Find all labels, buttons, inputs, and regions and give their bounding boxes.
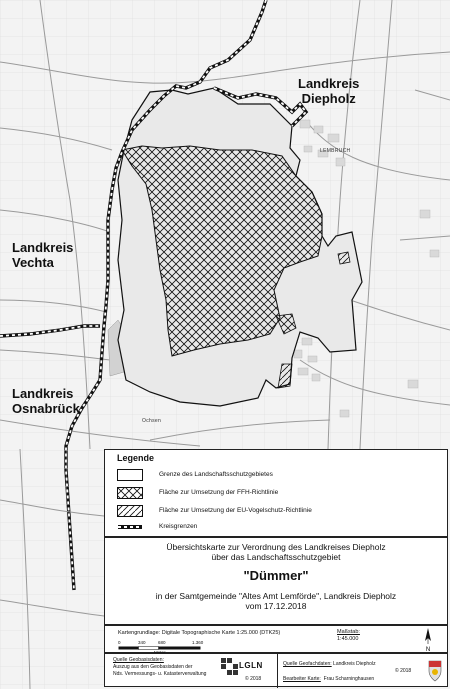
north-arrow-icon — [421, 627, 435, 652]
scale-label: Maßstab: — [337, 629, 360, 635]
label-landkreis-diepholz: Landkreis Diepholz — [298, 76, 360, 106]
scale-tick-1: 340 — [138, 640, 146, 645]
legend-label-vogel: Fläche zur Umsetzung der EU-Vogelschutz-Richtlinie — [159, 507, 312, 514]
credits-divider — [277, 654, 278, 688]
legend-title: Legende — [117, 453, 155, 463]
credit-geo-year: © 2018 — [395, 668, 412, 674]
scale-tick-2: 680 — [158, 640, 166, 645]
legend-symbol-ffh — [117, 487, 143, 499]
title-line-3: in der Samtgemeinde "Altes Amt Lemförde", Landkreis Diepholz — [155, 591, 397, 601]
scale-value: 1:45.000 — [337, 636, 359, 642]
credits-panel — [104, 653, 448, 687]
legend-panel — [104, 449, 448, 537]
label-landkreis-osnabrueck: Landkreis Osnabrück — [12, 386, 80, 416]
legend-label-grenze: Grenze des Landschaftsschutzgebietes — [159, 471, 273, 478]
credit-source-line1: Auszug aus den Geobasisdaten der — [113, 664, 193, 670]
scale-panel — [104, 625, 448, 653]
label-landkreis-vechta: Landkreis Vechta — [12, 240, 74, 270]
legend-symbol-vogel — [117, 505, 143, 517]
title-line-2: über das Landschaftsschutzgebiet — [211, 552, 341, 562]
lgln-logo-text: LGLN — [239, 661, 263, 670]
label-town-lembruch: LEMBRUCH — [320, 148, 351, 154]
credit-editor: Bearbeiter Karte: Frau Scharninghausen — [283, 676, 375, 682]
credit-source-line2: Nds. Vermessungs- u. Katasterverwaltung — [113, 671, 207, 677]
title-line-4: vom 17.12.2018 — [245, 601, 307, 611]
legend-label-ffh: Fläche zur Umsetzung der FFH-Richtlinie — [159, 489, 279, 496]
credit-geo: Quelle Geofachdaten: Landkreis Diepholz — [283, 661, 376, 667]
legend-symbol-grenze — [117, 469, 143, 481]
credit-source-label: Quelle Geobasisdaten: — [113, 657, 164, 663]
coat-of-arms-icon — [427, 657, 443, 683]
lgln-year: © 2018 — [245, 676, 262, 682]
lgln-logo-icon — [221, 658, 239, 676]
scale-tick-0: 0 — [118, 640, 121, 645]
label-ochsen: Ochsen — [142, 418, 162, 424]
scale-tick-3: 1.360 — [192, 640, 204, 645]
title-panel — [104, 537, 448, 625]
north-label: N — [425, 647, 431, 652]
title-line-1: Übersichtskarte zur Verordnung des Landkreises Diepholz — [166, 542, 386, 552]
scale-bar — [118, 640, 208, 654]
basemap-note: Kartengrundlage: Digitale Topographische Karte 1:25.000 (DTK25) — [118, 630, 281, 636]
title-main: "Dümmer" — [243, 568, 309, 583]
legend-symbol-kreis — [117, 521, 143, 533]
legend-label-kreis: Kreisgrenzen — [159, 523, 198, 530]
vogelschutz-area — [338, 252, 350, 264]
